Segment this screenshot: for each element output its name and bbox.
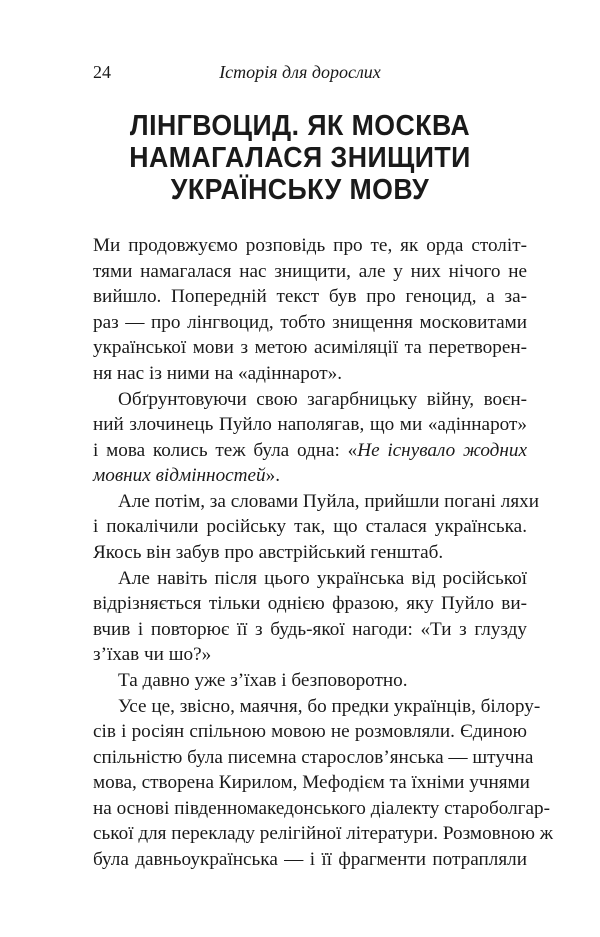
text-segment: вийшло. Попередній текст був про геноцид, а за- bbox=[93, 286, 527, 308]
text-segment: Та давно уже з’їхав і безповоротно. bbox=[118, 669, 408, 691]
text-segment: на основі південномакедонського діалекту староболгар- bbox=[93, 797, 551, 819]
chapter-title-line: НАМАГАЛАСЯ ЗНИЩИТИ bbox=[129, 142, 471, 174]
text-segment: ня нас із ними на «адіннарот». bbox=[93, 362, 342, 384]
running-title: Історія для дорослих bbox=[219, 62, 381, 82]
text-line bbox=[118, 388, 527, 412]
text-line bbox=[93, 285, 527, 309]
text-line bbox=[93, 618, 527, 642]
text-segment: і покалічили російську так, що сталася українська. bbox=[93, 516, 527, 538]
text-segment: була давньоукраїнська — і її фрагменти потрапляли bbox=[93, 849, 527, 870]
text-segment: ний злочинець Пуйло наполягав, що ми «адіннарот» bbox=[93, 414, 527, 436]
text-line bbox=[93, 234, 527, 258]
text-segment: з’їхав чи шо?» bbox=[93, 644, 212, 666]
text-line bbox=[93, 439, 527, 463]
text-line bbox=[93, 771, 530, 795]
text-segment: мова, створена Кирилом, Мефодієм та їхніми учнями bbox=[93, 772, 530, 794]
text-line bbox=[93, 848, 527, 872]
text-line bbox=[93, 720, 527, 744]
text-line bbox=[93, 592, 527, 616]
text-segment: спільністю була писемна старослов’янська — штучна bbox=[93, 746, 534, 768]
text-line bbox=[93, 515, 527, 539]
text-line bbox=[93, 362, 527, 386]
chapter-title bbox=[0, 110, 600, 206]
text-segment: і мова колись теж була одна: « bbox=[93, 439, 358, 461]
text-segment: ». bbox=[265, 465, 281, 487]
text-segment: вчив і повторює її з будь-якої нагоди: «Ти з глузду bbox=[93, 618, 527, 640]
text-segment: Усе це, звісно, маячня, бо предки українців, білору- bbox=[118, 695, 541, 717]
text-segment: ської для перекладу релігійної літератури. Розмовною ж bbox=[93, 823, 553, 845]
text-line bbox=[93, 643, 527, 667]
text-line bbox=[93, 746, 534, 770]
text-segment: Але потім, за словами Пуйла, прийшли погані ляхи bbox=[118, 490, 540, 512]
text-line bbox=[93, 260, 527, 284]
page-number: 24 bbox=[93, 62, 111, 82]
text-line bbox=[118, 695, 541, 719]
text-line bbox=[93, 464, 527, 488]
text-segment: раз — про лінгвоцид, тобто знищення московитами bbox=[93, 311, 527, 333]
text-segment: відрізняється тільки однією фразою, яку Пуйло ви- bbox=[93, 593, 527, 615]
text-line bbox=[93, 541, 527, 565]
text-segment: української мови з метою асиміляції та перетворен- bbox=[93, 337, 527, 359]
text-segment: Ми продовжуємо розповідь про те, як орда століт- bbox=[93, 235, 527, 256]
text-line bbox=[93, 336, 527, 360]
text-line bbox=[118, 567, 527, 591]
text-line bbox=[93, 413, 527, 437]
text-segment: тями намагалася нас знищити, але у них нічого не bbox=[93, 260, 527, 282]
text-line bbox=[93, 822, 553, 846]
chapter-title-line: ЛІНГВОЦИД. ЯК МОСКВА bbox=[129, 110, 471, 142]
text-segment: сів і росіян спільною мовою не розмовляли. Єдиною bbox=[93, 721, 527, 743]
text-segment: Обґрунтовуючи свою загарбницьку війну, воєн- bbox=[118, 388, 527, 410]
text-segment: Якось він забув про австрійський генштаб. bbox=[93, 542, 444, 563]
italic-quote-text: Не існувало жодних bbox=[357, 439, 527, 461]
text-segment: Але навіть після цього українська від російської bbox=[118, 567, 527, 589]
text-line bbox=[93, 311, 527, 335]
text-line bbox=[93, 797, 551, 821]
text-line bbox=[118, 669, 527, 693]
text-line bbox=[118, 490, 540, 514]
chapter-title-line: УКРАЇНСЬКУ МОВУ bbox=[170, 174, 430, 206]
italic-quote-text: мовних відмінностей bbox=[93, 465, 266, 487]
